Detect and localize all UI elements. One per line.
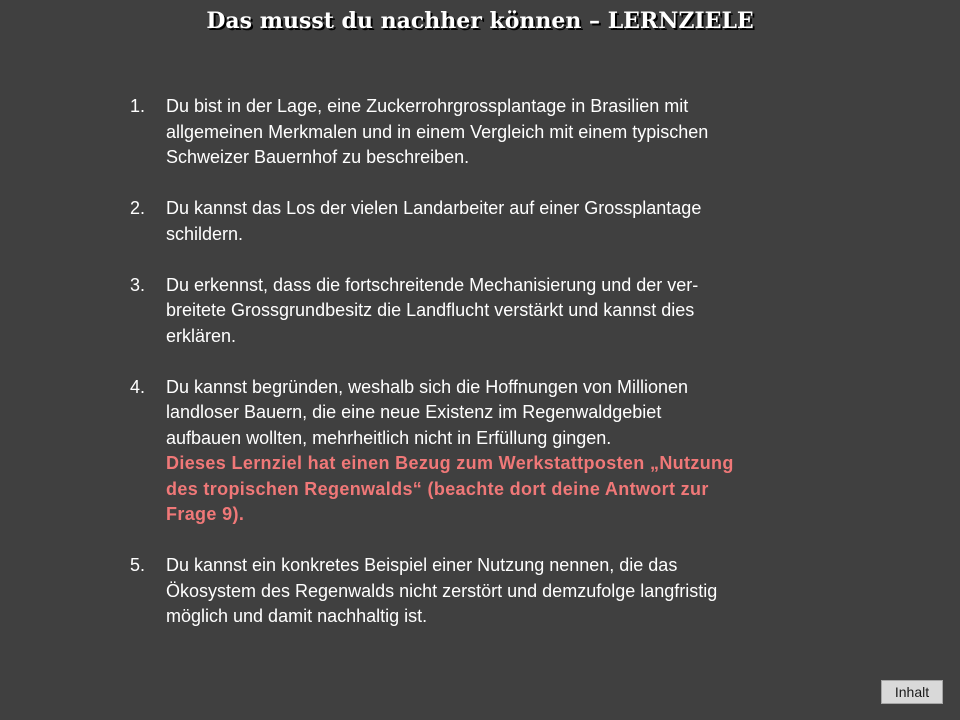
learning-objectives-list xyxy=(130,94,830,630)
slide-title: Das musst du nachher können – LERNZIELE xyxy=(206,8,754,34)
objective-item xyxy=(130,375,830,528)
objective-text-line: Du kannst ein konkretes Beispiel einer Nutzung nennen, die das xyxy=(166,555,678,575)
objective-number: 4. xyxy=(130,376,146,397)
objective-item xyxy=(130,94,830,171)
workshop-reference-note: Dieses Lernziel hat einen Bezug zum Werkstattposten „Nutzung xyxy=(166,453,734,473)
objective-text xyxy=(166,94,830,171)
objective-text-line: Du erkennst, dass die fortschreitende Mechanisierung und der ver- xyxy=(166,274,699,295)
objective-text-line: Ökosystem des Regenwalds nicht zerstört und demzufolge langfristig xyxy=(166,580,718,601)
objective-text-line: Du kannst begründen, weshalb sich die Hoffnungen von Millionen xyxy=(166,376,689,397)
objective-item xyxy=(130,553,830,630)
objective-number: 5. xyxy=(130,555,146,575)
objective-text-line: erklären. xyxy=(166,325,237,346)
objective-number: 1. xyxy=(130,96,146,116)
objective-text xyxy=(166,553,830,630)
objective-text xyxy=(166,273,830,350)
objective-text-line: schildern. xyxy=(166,223,244,244)
workshop-reference-note: des tropischen Regenwalds“ (beachte dort deine Antwort zur xyxy=(166,478,709,499)
objective-item xyxy=(130,196,830,247)
objective-text-line: aufbauen wollten, mehrheitlich nicht in Erfüllung gingen. xyxy=(166,427,612,448)
objective-text xyxy=(166,196,830,247)
objective-number: 3. xyxy=(130,274,146,295)
inhalt-button[interactable]: Inhalt xyxy=(881,680,943,704)
objective-text-line: allgemeinen Merkmalen und in einem Vergleich mit einem typischen xyxy=(166,121,709,142)
objective-text-line: Schweizer Bauernhof zu beschreiben. xyxy=(166,147,470,167)
objective-text-line: Du bist in der Lage, eine Zuckerrohrgrossplantage in Brasilien mit xyxy=(166,96,689,116)
objective-text-line: landloser Bauern, die eine neue Existenz im Regenwaldgebiet xyxy=(166,402,662,422)
objective-text-line: Du kannst das Los der vielen Landarbeiter auf einer Grossplantage xyxy=(166,198,702,218)
objective-number: 2. xyxy=(130,198,146,218)
objective-text-line: breitete Grossgrundbesitz die Landflucht verstärkt und kannst dies xyxy=(166,300,695,320)
objective-item xyxy=(130,273,830,350)
objective-text-line: möglich und damit nachhaltig ist. xyxy=(166,606,428,626)
objective-text xyxy=(166,375,830,528)
workshop-reference-note: Frage 9). xyxy=(166,504,245,524)
